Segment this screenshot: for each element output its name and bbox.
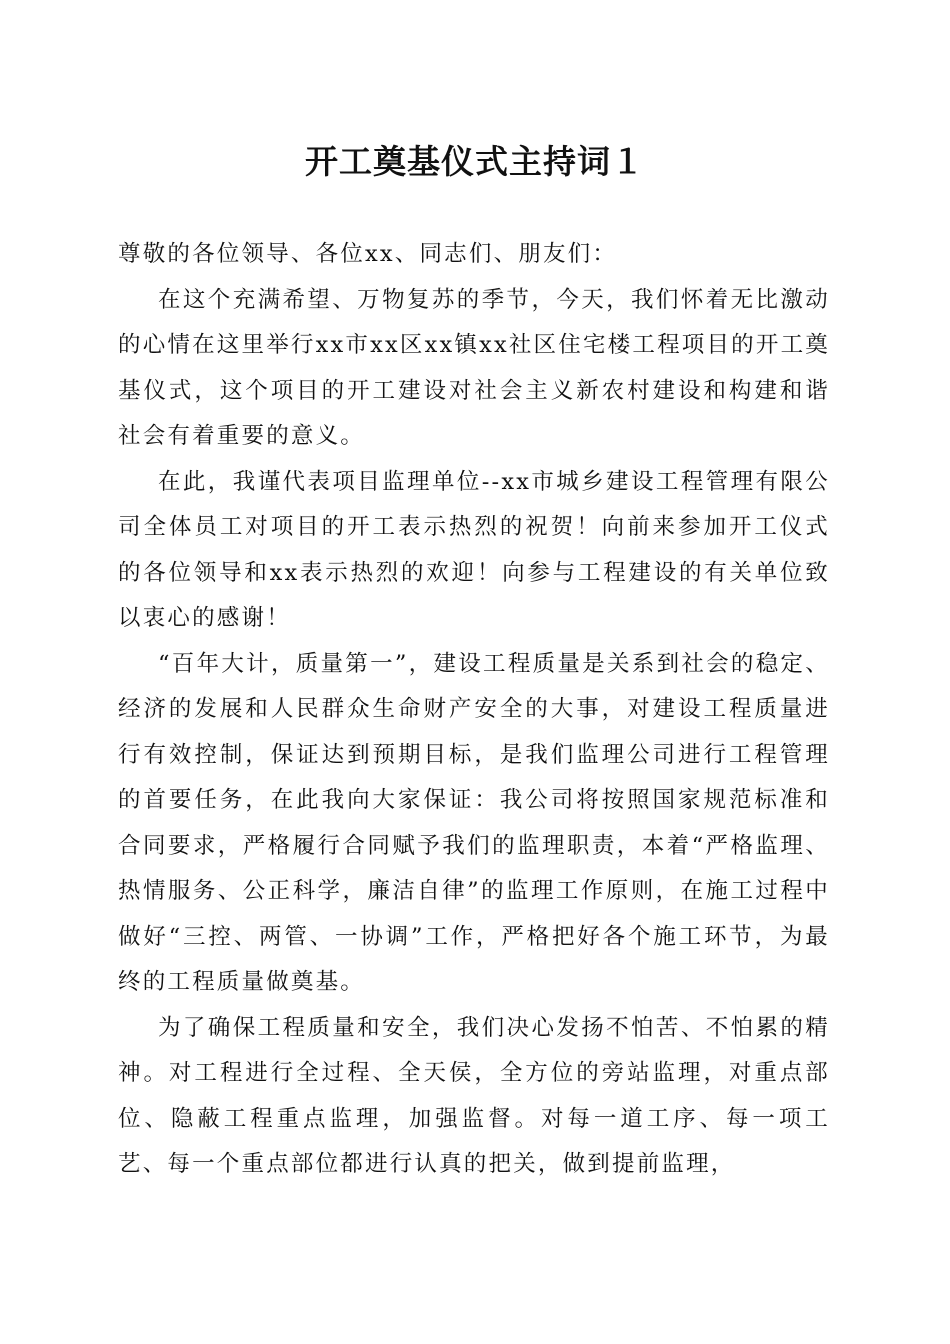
paragraph-3: “百年大计，质量第一”，建设工程质量是关系到社会的稳定、经济的发展和人民群众生命财产安全的大事，对建设工程质量进行有效控制，保证达到预期目标，是我们监理公司进行工程管理的首要任务，在此我向大家保证：我公司将按照国家规范标准和合同要求，严格履行合同赋予我们的监理职责，本着“严格监理、热情服务、公正科学，廉洁自律”的监理工作原则，在施工过程中做好“三控、两管、一协调”工作，严格把好各个施工环节，为最终的工程质量做奠基。 xyxy=(118,650,830,995)
paragraph-2: 在此，我谨代表项目监理单位--xx市城乡建设工程管理有限公司全体员工对项目的开工表示热烈的祝贺！向前来参加开工仪式的各位领导和xx表示热烈的欢迎！向参与工程建设的有关单位致以衷心的感谢！ xyxy=(118,468,830,631)
paragraph-4: 为了确保工程质量和安全，我们决心发扬不怕苦、不怕累的精神。对工程进行全过程、全天侯，全方位的旁站监理，对重点部位、隐蔽工程重点监理，加强监督。对每一道工序、每一项工艺、每一个重点部位都进行认真的把关，做到提前监理， xyxy=(118,1014,830,1177)
document-body xyxy=(118,232,830,1188)
salutation: 尊敬的各位领导、各位xx、同志们、朋友们： xyxy=(118,241,618,267)
document-title: 开工奠基仪式主持词１ xyxy=(305,142,645,181)
paragraph-1: 在这个充满希望、万物复苏的季节，今天，我们怀着无比激动的心情在这里举行xx市xx区xx镇xx社区住宅楼工程项目的开工奠基仪式，这个项目的开工建设对社会主义新农村建设和构建和谐社会有着重要的意义。 xyxy=(118,286,830,449)
